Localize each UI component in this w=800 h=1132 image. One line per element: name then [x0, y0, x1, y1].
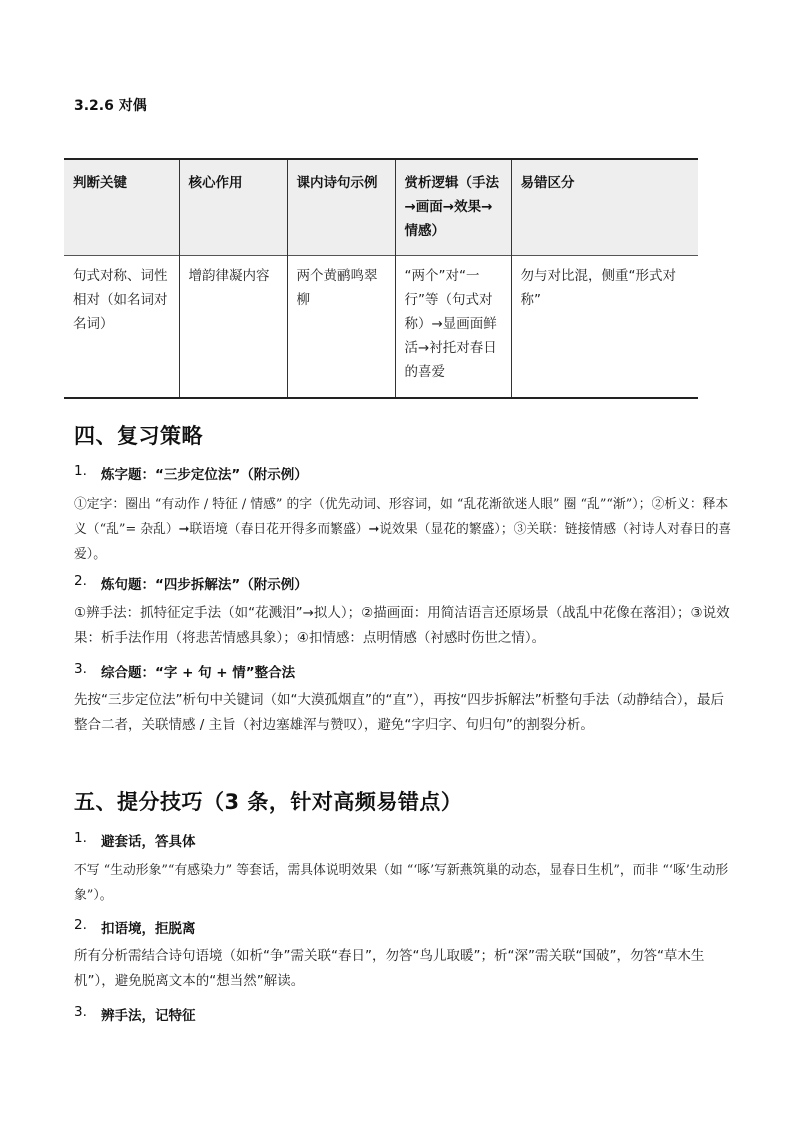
section4-item1-body: ①定字：圈出 “有动作 / 特征 / 情感” 的字（优先动词、形容词，如 “乱花渐欲迷人眼” 圈 “乱”“渐”）；②析义：释本义（“乱”= 杂乱）➞联语境（春日花开得多而繁盛）➞说效果（显花的繁盛）；③关联：链接情感（衬诗人对春日的喜爱）。	[74, 497, 732, 562]
table-header-cell: 赏析逻辑（手法→画面→效果→情感）	[395, 159, 511, 255]
section4-item2-title: 2. 炼句题：“四步拆解法”（附示例）	[74, 573, 308, 593]
section4-item2-body: ①辨手法：抓特征定手法（如“花溅泪”→拟人）；②描画面：用简洁语言还原场景（战乱中花像在落泪）；③说效果：析手法作用（将悲苦情感具象）；④扣情感：点明情感（衬感时伤世之情）。	[74, 605, 730, 646]
table-cell: 句式对称、词性相对（如名词对名词）	[73, 267, 168, 332]
table-cell: 增韵律凝内容	[179, 255, 287, 398]
section5-item2-title: 2. 扣语境，拒脱离	[74, 917, 196, 937]
section5-item1-body: 不写 “生动形象”“有感染力” 等套话，需具体说明效果（如 “‘啄’写新燕筑巢的动态，显春日生机”，而非 “‘啄’生动形象”）。	[74, 863, 729, 903]
section5-item2-body: 所有分析需结合诗句语境（如析“争”需关联“春日”，勿答“鸟儿取暖”；析“深”需关联“国破”，勿答“草木生机”），避免脱离文本的“想当然”解读。	[74, 948, 705, 989]
table-header-row	[64, 159, 698, 255]
section4-item1-title: 1. 炼字题：“三步定位法”（附示例）	[74, 463, 308, 483]
table-header-cell: 核心作用	[179, 159, 287, 255]
section5-item1-title: 1. 避套话，答具体	[74, 830, 196, 850]
table-cell: 勿与对比混，侧重“形式对称”	[511, 255, 698, 398]
section5-item3-title: 3. 辨手法，记特征	[74, 1004, 196, 1024]
section5-heading: 五、提分技巧（3 条，针对高频易错点）	[74, 790, 463, 814]
table-header-cell: 课内诗句示例	[287, 159, 395, 255]
couplet-table	[64, 158, 698, 399]
section4-item3-title: 3. 综合题：“字 + 句 + 情”整合法	[74, 661, 296, 681]
table-row	[64, 255, 698, 398]
table-header-cell: 易错区分	[511, 159, 698, 255]
table-cell: 两个黄鹂鸣翠柳	[287, 255, 395, 398]
section4-heading: 四、复习策略	[74, 424, 203, 448]
table-cell: “两个”对“一行”等（句式对称）→显画面鲜活→衬托对春日的喜爱	[395, 255, 511, 398]
section4-item3-body: 先按“三步定位法”析句中关键词（如“大漠孤烟直”的“直”），再按“四步拆解法”析整句手法（动静结合），最后整合二者，关联情感 / 主旨（衬边塞雄浑与赞叹），避免“字归字、句归句”的割裂分析。	[74, 692, 724, 733]
section-title: 3.2.6 对偶	[74, 98, 147, 114]
table-header-cell: 判断关键	[73, 175, 127, 191]
